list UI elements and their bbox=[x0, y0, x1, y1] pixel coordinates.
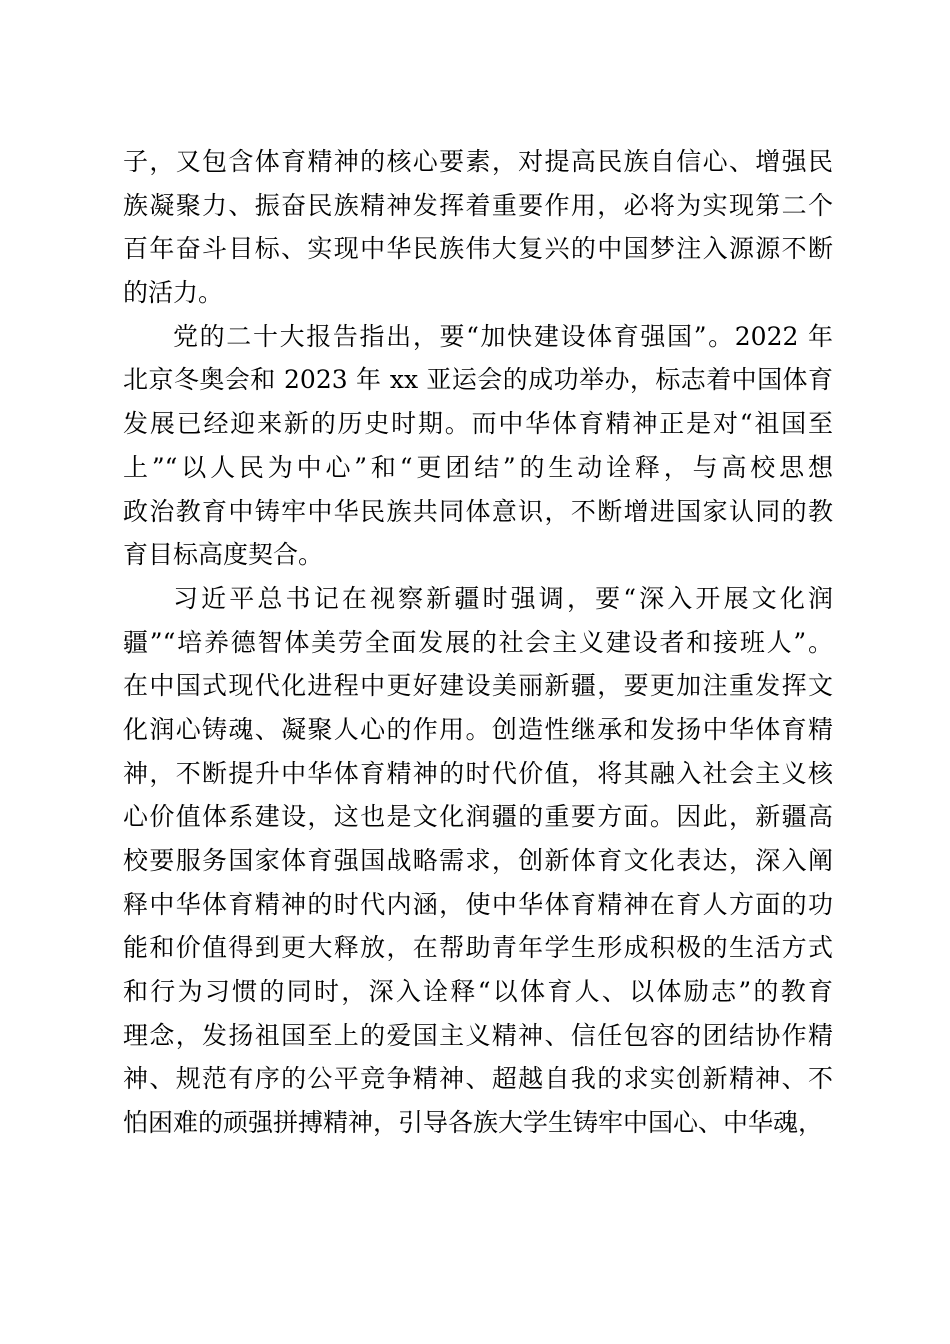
paragraph-xinjiang bbox=[123, 577, 833, 1145]
text-line: 怕困难的顽强拼搏精神，引导各族大学生铸牢中国心、中华魂， bbox=[123, 1108, 824, 1138]
text-line: 发展已经迎来新的历史时期。而中华体育精神正是对“祖国至 bbox=[123, 409, 833, 439]
text-line: 子，又包含体育精神的核心要素，对提高民族自信心、增强民 bbox=[123, 147, 833, 176]
text-line: 化润心铸魂、凝聚人心的作用。创造性继承和发扬中华体育精 bbox=[123, 714, 833, 744]
text-line: 神、规范有序的公平竞争精神、超越自我的求实创新精神、不 bbox=[123, 1064, 833, 1094]
text-line: 育目标高度契合。 bbox=[123, 540, 324, 570]
paragraph-continued bbox=[123, 140, 833, 315]
text-line: 能和价值得到更大释放，在帮助青年学生形成积极的生活方式 bbox=[123, 933, 833, 963]
text-line: 的活力。 bbox=[123, 278, 224, 308]
text-line: 族凝聚力、振奋民族精神发挥着重要作用，必将为实现第二个 bbox=[123, 190, 833, 220]
text-line: 百年奋斗目标、实现中华民族伟大复兴的中国梦注入源源不断 bbox=[123, 234, 833, 264]
text-line: 习近平总书记在视察新疆时强调，要“深入开展文化润 bbox=[173, 583, 833, 613]
text-line: 和行为习惯的同时，深入诠释“以体育人、以体励志”的教育 bbox=[123, 977, 833, 1007]
text-line: 神，不断提升中华体育精神的时代价值，将其融入社会主义核 bbox=[123, 758, 833, 788]
paragraph-party-congress bbox=[123, 315, 833, 577]
text-line: 上”“以人民为中心”和“更团结”的生动诠释，与高校思想 bbox=[123, 452, 833, 482]
text-line: 党的二十大报告指出，要“加快建设体育强国”。2022 年 bbox=[173, 321, 833, 351]
text-line: 疆”“培养德智体美劳全面发展的社会主义建设者和接班人”。 bbox=[123, 627, 833, 657]
text-line: 政治教育中铸牢中华民族共同体意识，不断增进国家认同的教 bbox=[123, 496, 833, 526]
document-body bbox=[123, 140, 833, 1145]
text-line: 心价值体系建设，这也是文化润疆的重要方面。因此，新疆高 bbox=[123, 802, 833, 832]
text-line: 在中国式现代化进程中更好建设美丽新疆，要更加注重发挥文 bbox=[123, 671, 833, 701]
text-line: 北京冬奥会和 2023 年 xx 亚运会的成功举办，标志着中国体育 bbox=[123, 365, 833, 395]
text-line: 校要服务国家体育强国战略需求，创新体育文化表达，深入阐 bbox=[123, 846, 833, 875]
text-line: 释中华体育精神的时代内涵，使中华体育精神在育人方面的功 bbox=[123, 889, 833, 919]
text-line: 理念，发扬祖国至上的爱国主义精神、信任包容的团结协作精 bbox=[123, 1020, 833, 1050]
